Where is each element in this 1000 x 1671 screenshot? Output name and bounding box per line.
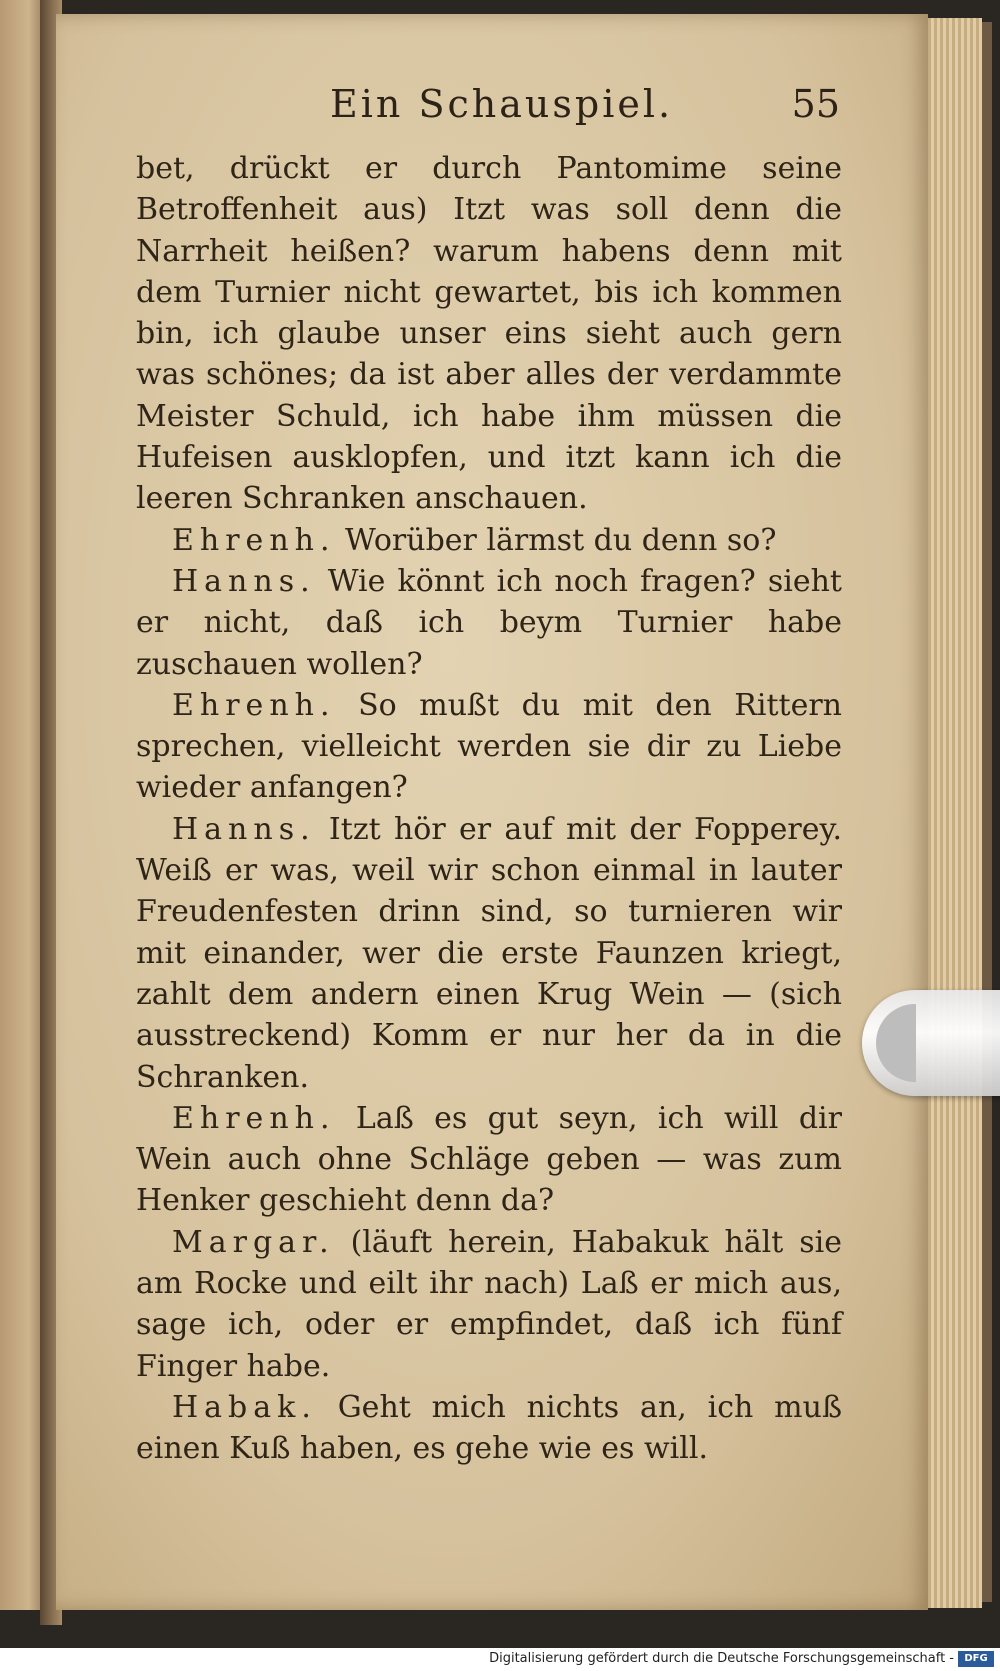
speaker-name: Hanns.	[172, 563, 316, 599]
paragraph	[136, 148, 842, 520]
dfg-logo: DFG	[958, 1651, 994, 1667]
speaker-name: Ehrenh.	[172, 1100, 336, 1136]
running-header	[320, 82, 840, 142]
paragraph	[136, 561, 842, 685]
paragraph	[136, 1387, 842, 1470]
page-number: 55	[791, 82, 840, 126]
paragraph	[136, 1222, 842, 1387]
footer-bar	[0, 1648, 1000, 1671]
paragraph-text: (läuft herein, Habakuk hält sie am Rocke und eilt ihr nach) Laß er mich aus, sage ich, oder er empfindet, daß ich fünf Finger habe.	[136, 1224, 842, 1384]
paragraph-text: So mußt du mit den Rittern sprechen, vielleicht werden sie dir zu Liebe wieder anfangen?	[136, 687, 842, 806]
page-stack-shadow	[982, 22, 992, 1602]
paragraph-text: Geht mich nichts an, ich muß einen Kuß haben, es gehe wie es will.	[136, 1389, 842, 1467]
speaker-name: Habak.	[172, 1389, 317, 1425]
speaker-name: Ehrenh.	[172, 687, 336, 723]
paragraph	[136, 520, 842, 561]
paragraph	[136, 1098, 842, 1222]
funding-credit: Digitalisierung gefördert durch die Deutsche Forschungsgemeinschaft -	[489, 1651, 954, 1666]
paragraph-text: Laß es gut seyn, ich will dir Wein auch ohne Schläge geben — was zum Henker geschieht denn da?	[136, 1100, 842, 1219]
page-body	[136, 148, 842, 1470]
paragraph	[136, 685, 842, 809]
paragraph-text: Worüber lärmst du denn so?	[345, 522, 777, 558]
running-title: Ein Schauspiel.	[330, 82, 674, 126]
speaker-name: Margar.	[172, 1224, 335, 1260]
speaker-name: Ehrenh.	[172, 522, 336, 558]
page-stack-edges	[928, 18, 982, 1608]
paragraph-text: Wie könnt ich noch fragen? sieht er nicht, daß ich beym Turnier habe zuschauen wollen?	[136, 563, 842, 682]
speaker-name: Hanns.	[172, 811, 316, 847]
paragraph-text: bet, drückt er durch Pantomime seine Betroffenheit aus) Itzt was soll denn die Narrheit heißen? warum habens denn mit dem Turnier nicht gewartet, bis ich kommen bin, ich glaube unser eins sieht auch gern was schönes; da ist aber alles der verdammte Meister Schuld, ich habe ihm müssen die Hufeisen ausklopfen, und itzt kann ich die leeren Schranken anschauen.	[136, 151, 842, 517]
paragraph-text: Itzt hör er auf mit der Fopperey. Weiß er was, weil wir schon einmal in lauter Freudenfesten drinn sind, so turnieren wir mit einander, wer die erste Faunzen kriegt, zahlt dem andern einen Krug Wein — (sich ausstreckend) Komm er nur her da in die Schranken.	[136, 811, 842, 1095]
paragraph	[136, 809, 842, 1098]
